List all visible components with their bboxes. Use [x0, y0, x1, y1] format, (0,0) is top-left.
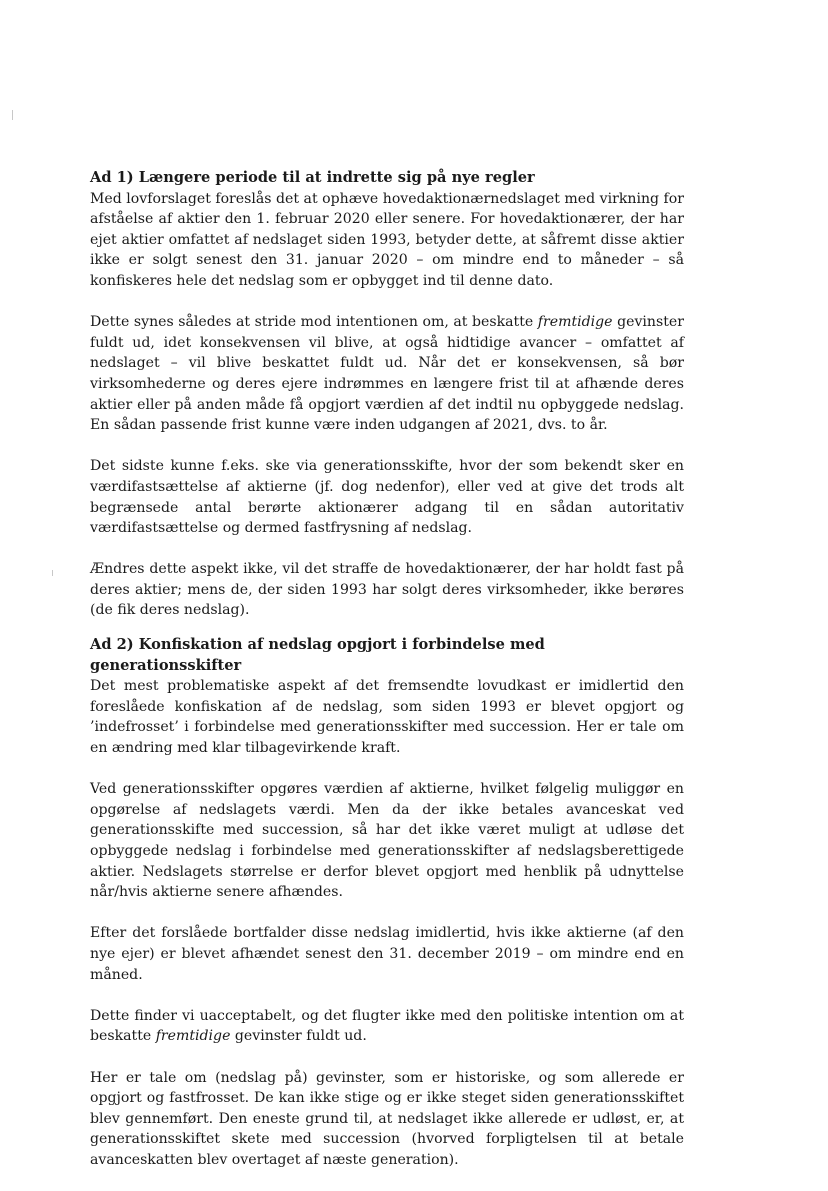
scan-edge-mark-top	[12, 110, 13, 120]
emphasized-word: fremtidige	[155, 1028, 231, 1045]
paragraph-text: Dette finder vi uacceptabelt, og det flugter ikke med den politiske intention om at beskatte	[90, 1007, 684, 1045]
paragraph: Her er tale om (nedslag på) gevinster, som er historiske, og som allerede er opgjort og fastfrosset. De kan ikke stige og er ikke steget siden generationsskiftet blev gennemført. Den eneste grund til, at nedslaget ikke allerede er udløst, er, at generationsskiftet skete med succession (hvorved forpligtelsen til at betale avanceskatten blev overtaget af næste generation).	[90, 1069, 684, 1168]
paragraph: Med lovforslaget foreslås det at ophæve hovedaktionærnedslaget med virkning for afståelse af aktier den 1. februar 2020 eller senere. For hovedaktionærer, der har ejet aktier omfattet af nedslaget siden 1993, betyder dette, at såfremt disse aktier ikke er solgt senest den 31. januar 2020 – om mindre end to måneder – så konfiskeres hele det nedslag som er opbygget ind til denne dato.	[90, 190, 684, 289]
paragraph: Ændres dette aspekt ikke, vil det straffe de hovedaktionærer, der har holdt fast på deres aktier; mens de, der siden 1993 har solgt deres virksomheder, ikke berøres (de fik deres nedslag).	[90, 561, 684, 619]
paragraph: Efter det forslåede bortfalder disse nedslag imidlertid, hvis ikke aktierne (af den nye ejer) er blevet afhændet senest den 31. december 2019 – om mindre end en måned.	[90, 925, 684, 983]
paragraph	[90, 1006, 684, 1047]
paragraph-text: gevinster fuldt ud.	[230, 1028, 367, 1045]
emphasized-word: fremtidige	[537, 314, 613, 331]
paragraph: Det mest problematiske aspekt af det fremsendte lovudkast er imidlertid den foreslåede konfiskation af de nedslag, som siden 1993 er blevet opgjort og ’indefrosset’ i forbindelse med generationsskifter med succession. Her er tale om en ændring med klar tilbagevirkende kraft.	[90, 678, 684, 757]
paragraph-text: gevinster fuldt ud, idet konsekvensen vil blive, at også hidtidige avancer – omfattet af nedslaget – vil blive beskattet fuldt ud. Når det er konsekvensen, så bør virksomhederne og deres ejere indrømmes en længere frist til at afhænde deres aktier eller på anden måde få opgjort værdien af det indtil nu opbyggede nedslag. En sådan passende frist kunne være inden udgangen af 2021, dvs. to år.	[90, 314, 684, 434]
document-page	[90, 168, 684, 1191]
section-2	[90, 635, 684, 1170]
section-heading: Ad 1) Længere periode til at indrette sig på nye regler	[90, 169, 535, 186]
scan-edge-mark-middle	[52, 570, 53, 576]
paragraph	[90, 312, 684, 436]
section-1	[90, 168, 684, 621]
paragraph: Ved generationsskifter opgøres værdien af aktierne, hvilket følgelig muliggør en opgørelse af nedslagets værdi. Men da der ikke betales avanceskat ved generationsskifte med succession, så har det ikke været muligt at udløse det opbyggede nedslag i forbindelse med generationsskifter af nedslagsberettigede aktier. Nedslagets størrelse er derfor blevet opgjort med henblik på udnyttelse når/hvis aktierne senere afhændes.	[90, 781, 684, 901]
paragraph-text: Dette synes således at stride mod intentionen om, at beskatte	[90, 314, 538, 331]
section-heading: Ad 2) Konfiskation af nedslag opgjort i forbindelse med generationsskifter	[90, 636, 545, 674]
paragraph: Det sidste kunne f.eks. ske via generationsskifte, hvor der som bekendt sker en værdifastsættelse af aktierne (jf. dog nedenfor), eller ved at give det trods alt begrænsede antal berørte aktionærer adgang til en sådan autoritativ værdifastsættelse og dermed fastfrysning af nedslag.	[90, 458, 684, 537]
